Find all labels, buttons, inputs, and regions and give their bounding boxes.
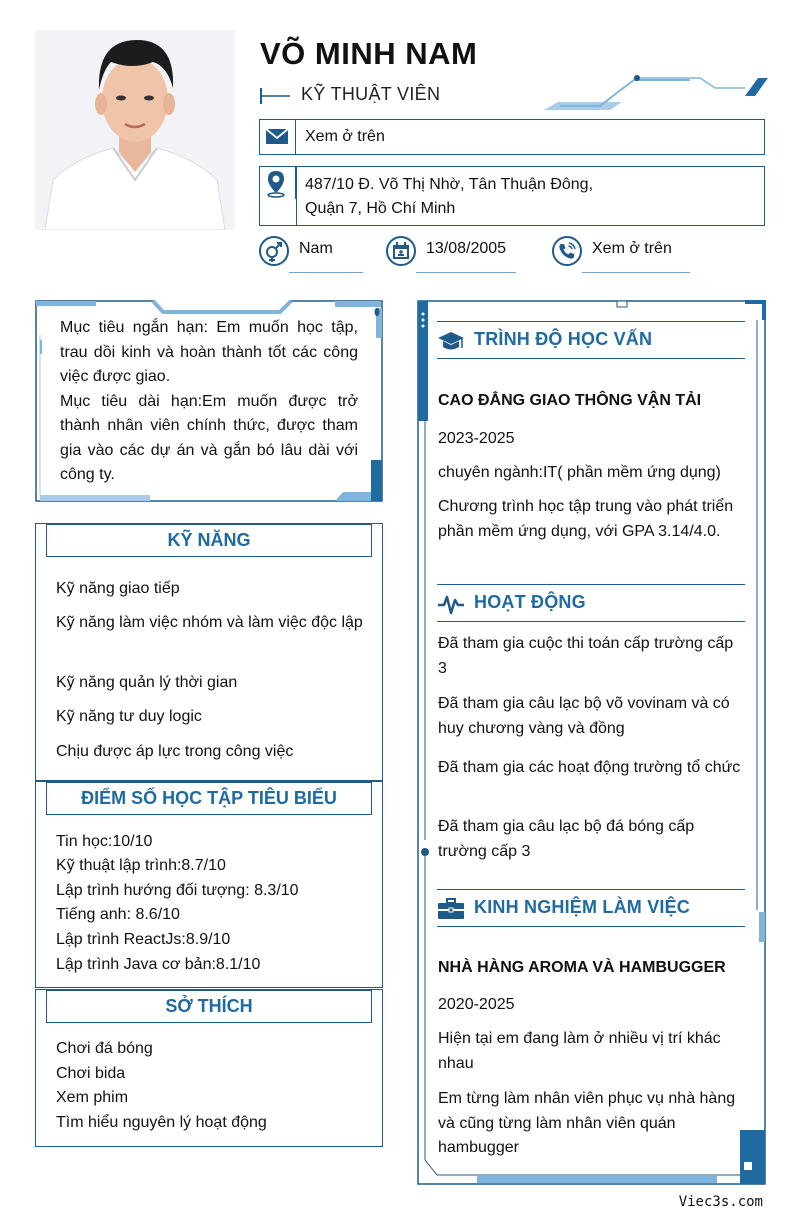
job-title: KỸ THUẬT VIÊN (301, 84, 441, 104)
phone-underline (582, 272, 690, 273)
birthday-item (386, 236, 516, 276)
skill-item: Kỹ năng quản lý thời gian (56, 674, 238, 691)
skill-item: Kỹ năng làm việc nhóm và làm việc độc lập (56, 614, 363, 631)
experience-company: NHÀ HÀNG AROMA VÀ HAMBUGGER (438, 959, 726, 976)
grade-item: Tiếng anh: 8.6/10 (56, 906, 180, 923)
experience-detail: Em từng làm nhân viên phục vụ nhà hàng và cũng từng làm nhân viên quán hambugger (438, 1090, 736, 1156)
email-icon-cell (260, 120, 296, 154)
activity-item: Đã tham gia các hoạt động trường tổ chức (438, 759, 741, 776)
education-title: TRÌNH ĐỘ HỌC VẤN (474, 329, 653, 349)
skill-item: Kỹ năng tư duy logic (56, 708, 202, 725)
candidate-name: VÕ MINH NAM (260, 36, 478, 71)
education-major: chuyên ngành:IT( phần mềm ứng dụng) (438, 464, 721, 481)
address-line-2: Quận 7, Hồ Chí Minh (305, 200, 456, 217)
grade-item: Kỹ thuật lập trình:8.7/10 (56, 857, 226, 874)
skill-item: Kỹ năng giao tiếp (56, 580, 180, 597)
briefcase-icon (437, 896, 465, 922)
phone-text: Xem ở trên (592, 240, 672, 257)
birthday-underline (416, 272, 516, 273)
address-line-1: 487/10 Đ. Võ Thị Nhờ, Tân Thuận Đông, (305, 176, 594, 193)
gender-text: Nam (299, 240, 333, 257)
hobby-item: Chơi bida (56, 1065, 126, 1082)
objective-short-term: Mục tiêu ngắn hạn: Em muốn học tập, trau dồi kinh và hoàn thành tốt các công việc được giao. (60, 319, 358, 385)
experience-detail: Hiện tại em đang làm ở nhiều vị trí khác nhau (438, 1030, 721, 1072)
education-description: Chương trình học tập trung vào phát triển phần mềm ứng dụng, với GPA 3.14/4.0. (438, 498, 734, 540)
experience-period: 2020-2025 (438, 996, 515, 1013)
hobby-item: Tìm hiểu nguyên lý hoạt động (56, 1114, 267, 1131)
experience-title: KINH NGHIỆM LÀM VIỆC (474, 897, 691, 917)
gender-underline (289, 272, 363, 273)
hobbies-title: SỞ THÍCH (46, 990, 372, 1023)
skill-item: Chịu được áp lực trong công việc (56, 743, 294, 760)
graduation-cap-icon (437, 328, 465, 354)
activity-item: Đã tham gia cuộc thi toán cấp trường cấp 3 (438, 635, 734, 677)
phone-item (552, 236, 692, 276)
envelope-icon (260, 120, 296, 154)
profile-photo (35, 30, 235, 230)
activities-title: HOẠT ĐỘNG (474, 592, 586, 612)
job-title-marker (260, 86, 290, 106)
address-icon-cell (260, 167, 296, 199)
education-school: CAO ĐẲNG GIAO THÔNG VẬN TẢI (438, 392, 702, 409)
email-text: Xem ở trên (305, 128, 385, 145)
grade-item: Lập trình Java cơ bản:8.1/10 (56, 956, 261, 973)
watermark: Viec3s.com (678, 1194, 763, 1210)
objective-long-term: Mục tiêu dài hạn:Em muốn được trở thành nhân viên chính thức, được tham gia vào các dự án và gắn bó lâu dài với công ty. (60, 392, 358, 483)
birthday-icon-circle (386, 236, 416, 266)
activity-item: Đã tham gia câu lạc bộ đá bóng cấp trường cấp 3 (438, 818, 695, 860)
objective-text (60, 316, 358, 488)
header-decoration (540, 74, 770, 114)
activities-header (437, 584, 745, 622)
grade-item: Lập trình ReactJs:8.9/10 (56, 931, 231, 948)
gender-icon-circle (259, 236, 289, 266)
grade-item: Lập trình hướng đối tượng: 8.3/10 (56, 882, 299, 899)
experience-header (437, 889, 745, 927)
grade-item: Tin học:10/10 (56, 833, 153, 850)
heartbeat-icon (437, 591, 465, 617)
calendar-icon (388, 238, 414, 264)
activity-item: Đã tham gia câu lạc bộ võ vovinam và có huy chương vàng và đồng (438, 695, 730, 737)
email-row (259, 119, 765, 155)
phone-icon (554, 238, 580, 264)
skills-title: KỸ NĂNG (46, 524, 372, 557)
education-header (437, 321, 745, 359)
phone-icon-circle (552, 236, 582, 266)
address-row (259, 166, 765, 226)
hobby-item: Chơi đá bóng (56, 1040, 153, 1057)
gender-icon (261, 238, 287, 264)
hobby-item: Xem phim (56, 1089, 129, 1106)
grades-title: ĐIỂM SỐ HỌC TẬP TIÊU BIỂU (46, 782, 372, 815)
gender-item (259, 236, 369, 276)
birthday-text: 13/08/2005 (426, 240, 507, 257)
education-period: 2023-2025 (438, 430, 515, 447)
location-pin-icon (260, 167, 294, 199)
